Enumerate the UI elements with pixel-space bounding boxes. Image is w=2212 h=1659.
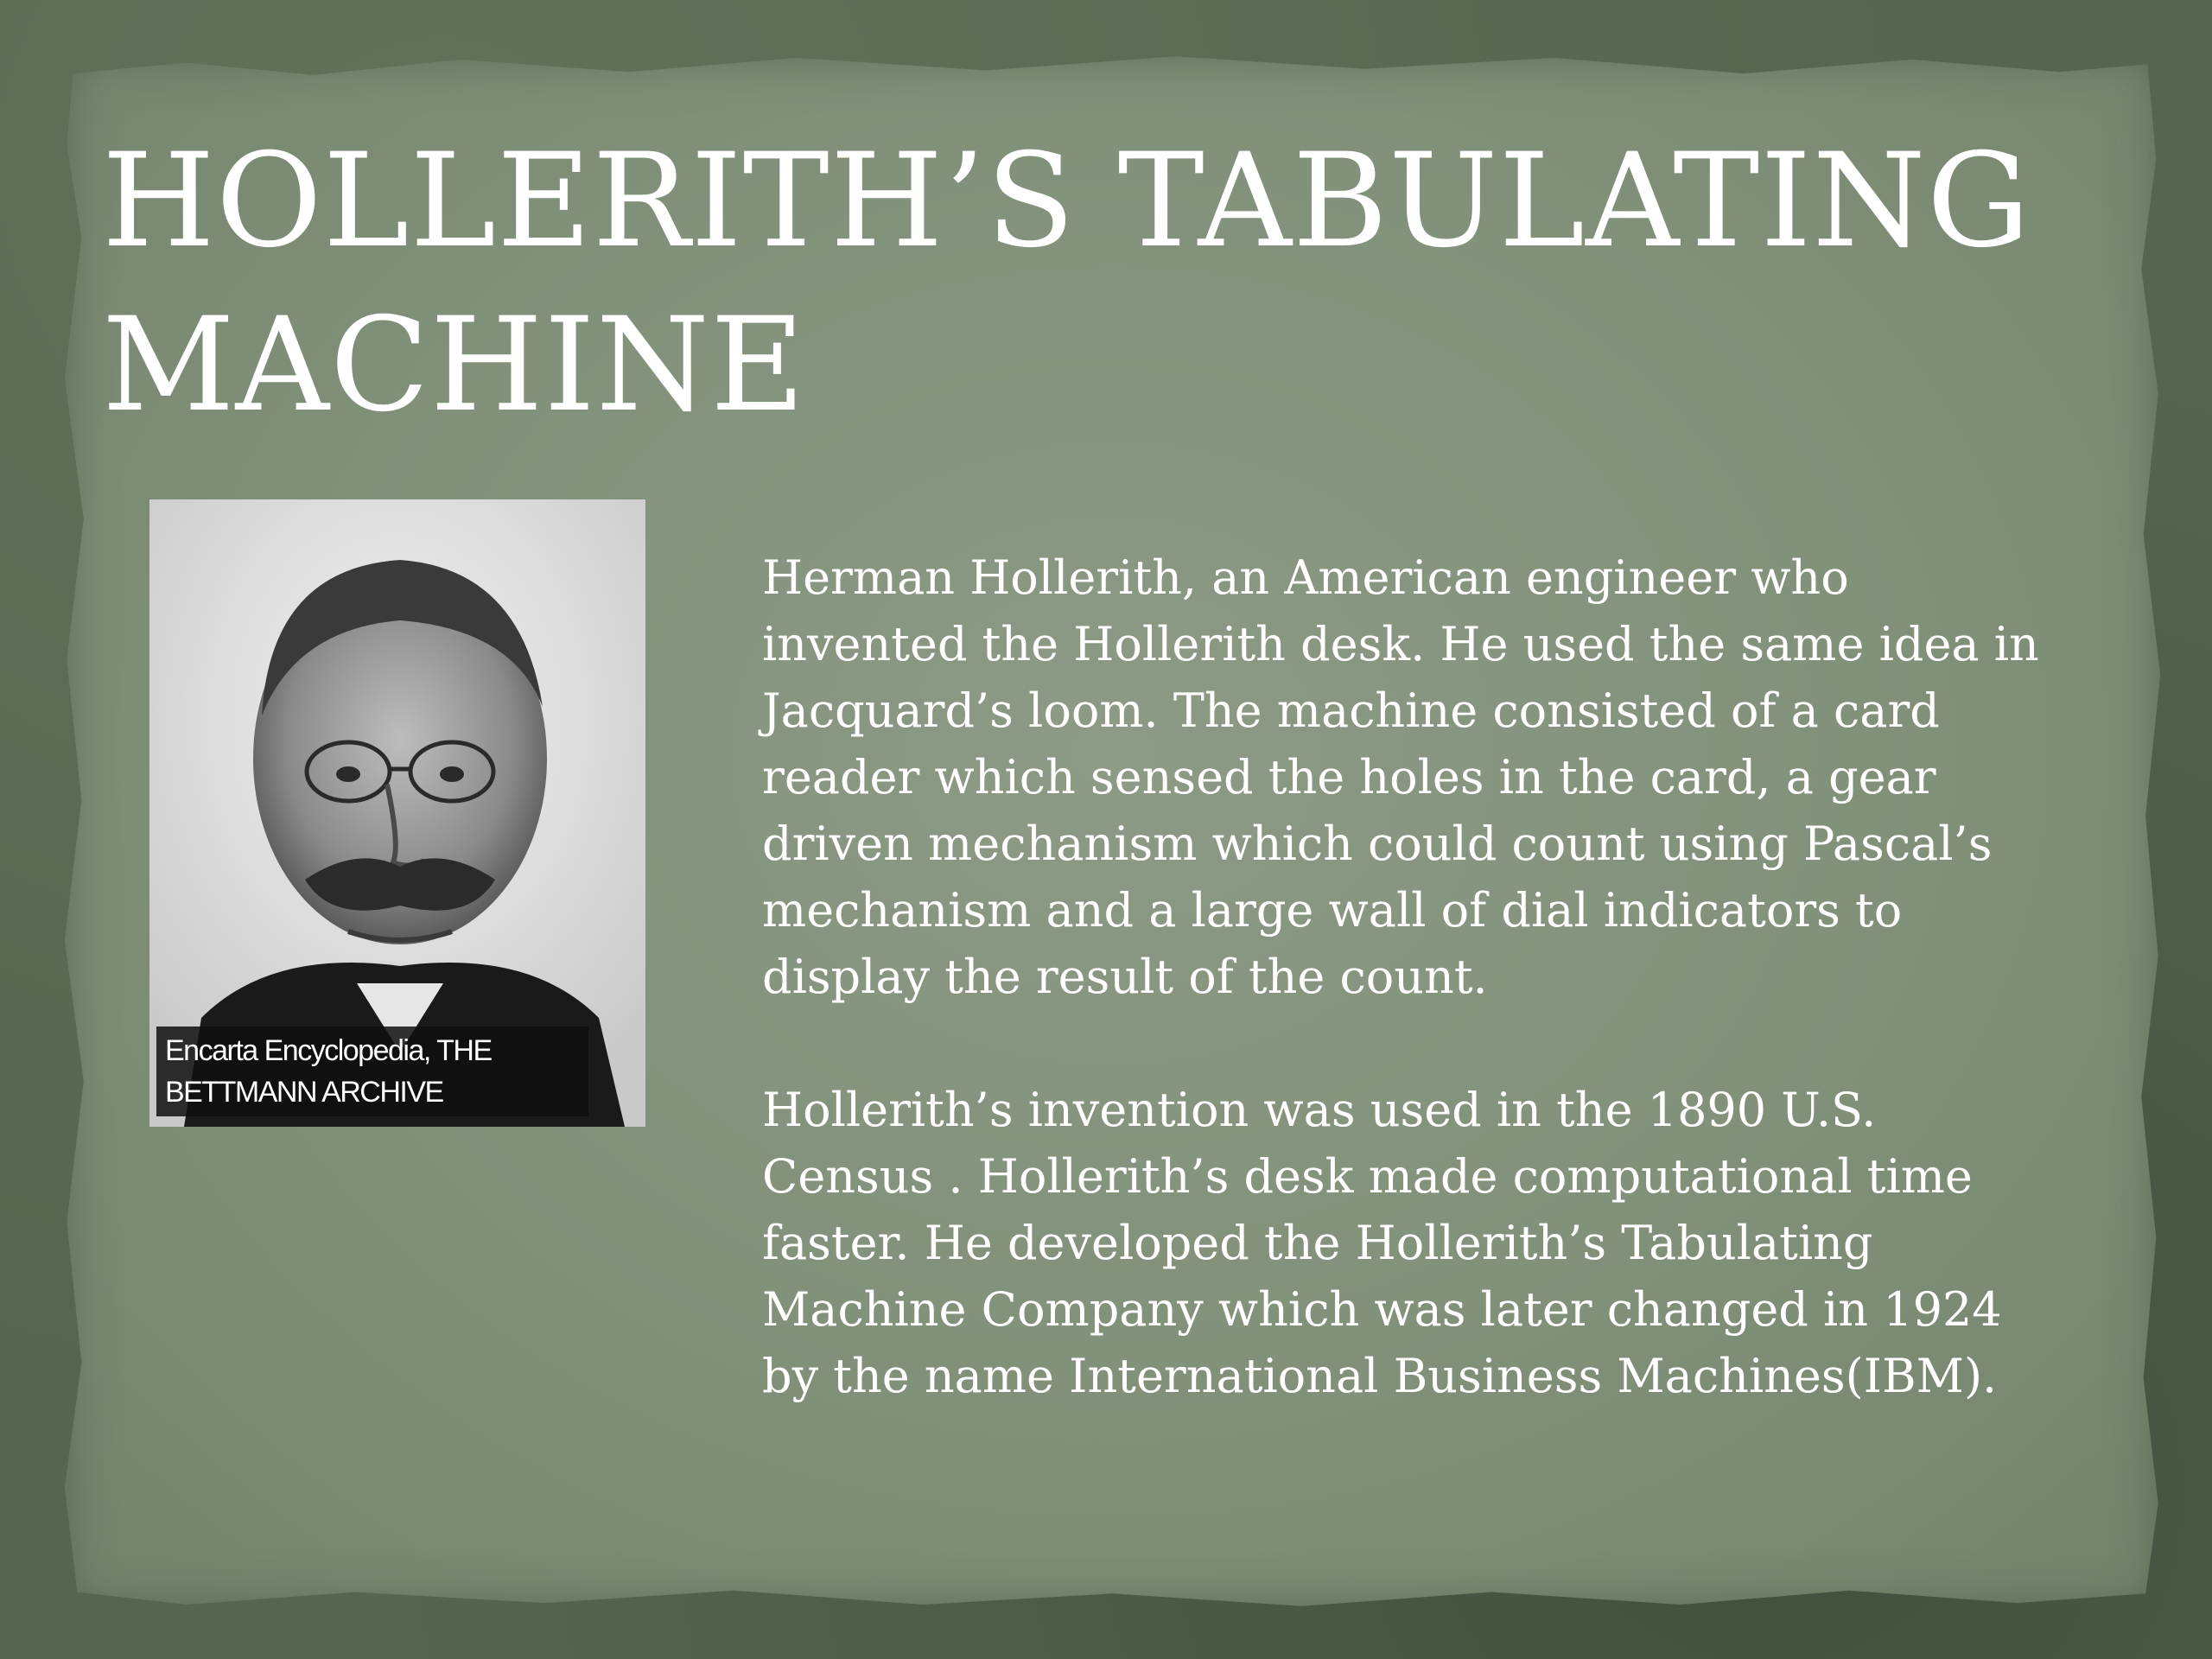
photo-caption: Encarta Encyclopedia, THE BETTMANN ARCHIVE: [156, 1027, 588, 1116]
slide-body: [762, 544, 2058, 1476]
slide-title: HOLLERITH’S TABULATING MACHINE: [102, 126, 2031, 441]
paragraph-hollerith-desk: Herman Hollerith, an American engineer who invented the Hollerith desk. He used the same idea in Jacquard’s loom. The machine consisted of a card reader which sensed the holes in the card, a gear driven mechanism which could count using Pascal’s mechanism and a large wall of dial indicators to display the result of the count.: [762, 550, 2039, 1004]
paragraph-census-ibm: Hollerith’s invention was used in the 1890 U.S. Census . Hollerith’s desk made computational time faster. He developed the Hollerith’s Tabulating Machine Company which was later changed in 1924 by the name International Business Machines(IBM).: [762, 1083, 2002, 1403]
portrait-photo: [149, 499, 645, 1127]
